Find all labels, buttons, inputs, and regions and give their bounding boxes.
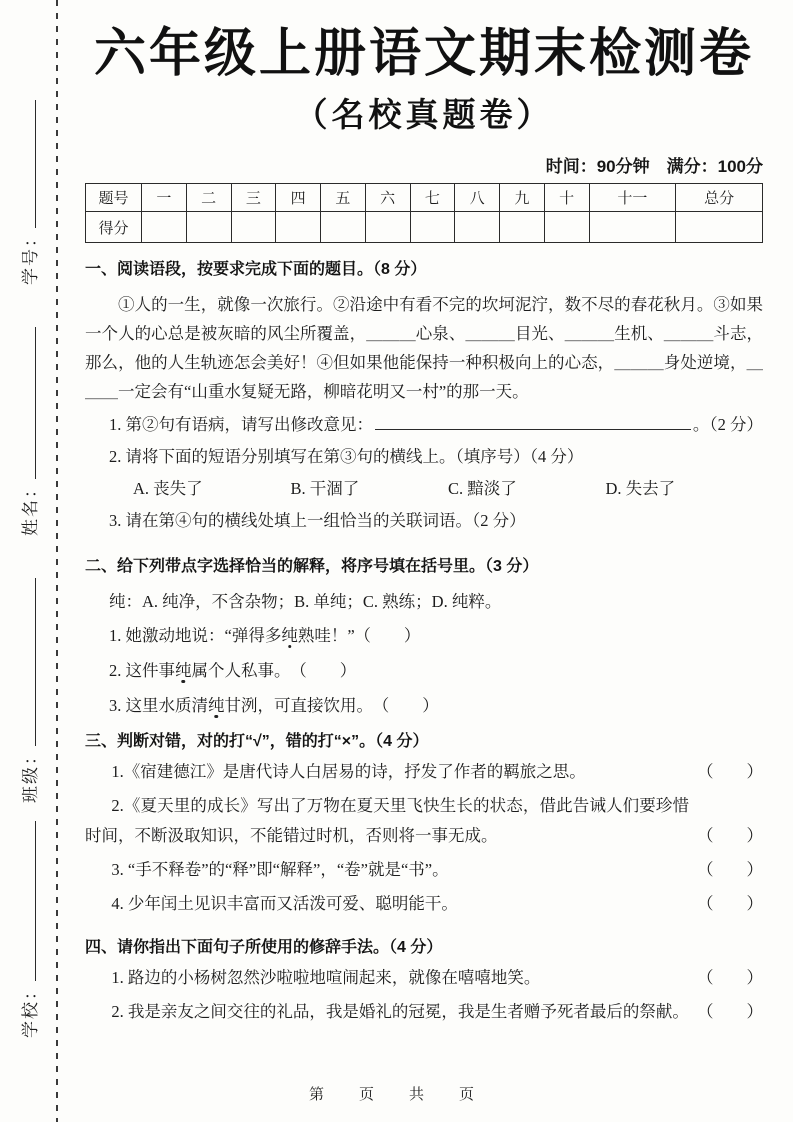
- school-label: 学校：: [20, 981, 40, 1038]
- option-d: D. 失去了: [605, 479, 676, 498]
- dotted-char: 纯: [175, 661, 192, 680]
- answer-bracket[interactable]: （ ）: [362, 626, 421, 645]
- section-2-item: [85, 656, 763, 686]
- rhetoric-item: [85, 997, 763, 1027]
- item-text: 1. 她激动地说：“弹得多: [109, 626, 282, 645]
- section-4-title: 四、请你指出下面句子所使用的修辞手法。（4 分）: [85, 939, 443, 956]
- score-header-cell: 题号: [86, 184, 142, 212]
- score-header-cell: 九: [500, 184, 545, 212]
- score-header-cell: 十一: [589, 184, 676, 212]
- judge-item: [85, 757, 763, 787]
- score-header-cell: 十: [544, 184, 589, 212]
- score-table-header-row: [86, 184, 763, 212]
- section-2-item: [85, 691, 763, 721]
- score-table: [85, 183, 763, 243]
- score-header-cell: 五: [321, 184, 366, 212]
- item-text: 3. “手不释卷”的“释”即“解释”，“卷”就是“书”。: [111, 860, 449, 879]
- item-text: 甘洌，可直接饮用。: [224, 696, 373, 715]
- gloss-line: 纯：A. 纯净，不含杂物；B. 单纯；C. 熟练；D. 纯粹。: [109, 592, 502, 611]
- dotted-char: 纯: [208, 696, 225, 715]
- judge-item: [85, 855, 763, 885]
- score-header-cell: 六: [365, 184, 410, 212]
- student-id-label: 学号：: [20, 228, 40, 285]
- dashed-cut-line: [56, 0, 58, 1122]
- item-text: 属个人私事。: [191, 661, 291, 680]
- section-1-q1: [85, 411, 763, 438]
- answer-bracket[interactable]: （ ）: [381, 696, 439, 715]
- section-2: [85, 556, 763, 721]
- reading-passage: ①人的一生，就像一次旅行。②沿途中有看不完的坎坷泥泞，数不尽的春花秋月。③如果一个人的心总是被灰暗的风尘所覆盖，＿＿＿心泉、＿＿＿目光、＿＿＿生机、＿＿＿斗志，那么，他的人生轨迹怎会美好！④但如果他能保持一种积极向上的心态，＿＿＿身处逆境，＿＿＿一定会有“山重水复疑无路，柳暗花明又一村”的那一天。: [85, 295, 763, 401]
- time-score-info: 时间：90分钟 满分：100分: [545, 157, 763, 176]
- item-text: 2. 我是亲友之间交往的礼品，我是婚礼的冠冕，我是生者赠予死者最后的祭献。: [111, 1002, 689, 1021]
- score-cell[interactable]: [676, 212, 763, 243]
- item-text: 3. 这里水质清: [109, 696, 208, 715]
- school-field: [16, 821, 41, 1038]
- student-info-strip: [0, 0, 56, 1122]
- section-2-title: 二、给下列带点字选择恰当的解释，将序号填在括号里。（3 分）: [85, 558, 539, 575]
- score-cell[interactable]: [410, 212, 455, 243]
- judge-item: [85, 791, 763, 851]
- q1-text: 1. 第②句有语病，请写出修改意见：: [109, 415, 373, 434]
- page-subtitle: （名校真题卷）: [294, 96, 554, 133]
- score-cell[interactable]: [455, 212, 500, 243]
- paper-content: [85, 0, 763, 1027]
- item-text: 4. 少年闰土见识丰富而又活泼可爱、聪明能干。: [111, 894, 458, 913]
- q1-points: 。（2 分）: [692, 415, 763, 434]
- section-2-item: [85, 621, 763, 651]
- name-field: [16, 327, 41, 536]
- dotted-char: 纯: [281, 626, 298, 645]
- section-4: [85, 937, 763, 1027]
- score-header-cell: 三: [231, 184, 276, 212]
- section-1-q2: 2. 请将下面的短语分别填写在第③句的横线上。（填序号）（4 分）: [109, 447, 584, 466]
- section-3: [85, 731, 763, 919]
- page-footer: 第 页 共 页: [308, 1086, 484, 1103]
- section-1: [85, 259, 763, 534]
- rhetoric-item: [85, 963, 763, 993]
- school-fill-line[interactable]: [18, 821, 36, 981]
- score-table-score-row: [86, 212, 763, 243]
- score-cell[interactable]: [142, 212, 187, 243]
- score-header-cell: 二: [186, 184, 231, 212]
- option-b: B. 干涸了: [290, 479, 360, 498]
- item-text: 2.《夏天里的成长》写出了万物在夏天里飞快生长的状态，借此告诫人们要珍惜时间，不断汲取知识，不能错过时机，否则将一事无成。: [85, 796, 689, 845]
- score-header-cell: 四: [276, 184, 321, 212]
- score-cell[interactable]: [231, 212, 276, 243]
- answer-bracket[interactable]: （ ）: [697, 762, 763, 781]
- page-title: 六年级上册语文期末检测卷: [93, 25, 754, 83]
- item-text: 熟哇！”: [297, 626, 355, 645]
- score-header-cell: 七: [410, 184, 455, 212]
- score-cell[interactable]: [500, 212, 545, 243]
- score-cell[interactable]: [276, 212, 321, 243]
- q1-answer-blank[interactable]: [375, 414, 691, 431]
- item-text: 2. 这件事: [109, 661, 175, 680]
- name-fill-line[interactable]: [18, 327, 36, 479]
- class-fill-line[interactable]: [18, 578, 36, 746]
- score-header-cell: 一: [142, 184, 187, 212]
- score-header-cell: 八: [455, 184, 500, 212]
- judge-item: [85, 889, 763, 919]
- section-1-title: 一、阅读语段，按要求完成下面的题目。（8 分）: [85, 261, 427, 278]
- score-cell[interactable]: [589, 212, 676, 243]
- class-label: 班级：: [20, 746, 40, 803]
- student-id-field: [16, 100, 41, 285]
- score-header-cell: 总分: [676, 184, 763, 212]
- answer-bracket[interactable]: （ ）: [697, 968, 763, 987]
- section-3-title: 三、判断对错，对的打“√”，错的打“×”。（4 分）: [85, 733, 429, 750]
- option-c: C. 黯淡了: [448, 479, 517, 498]
- answer-bracket[interactable]: （ ）: [697, 860, 763, 879]
- answer-bracket[interactable]: （ ）: [697, 894, 763, 913]
- name-label: 姓名：: [20, 479, 40, 536]
- score-cell[interactable]: [186, 212, 231, 243]
- option-a: A. 丧失了: [133, 479, 203, 498]
- score-row-label: 得分: [86, 212, 142, 243]
- item-text: 1.《宿建德江》是唐代诗人白居易的诗，抒发了作者的羁旅之思。: [111, 762, 586, 781]
- section-1-q3: 3. 请在第④句的横线处填上一组恰当的关联词语。（2 分）: [109, 511, 526, 530]
- score-cell[interactable]: [321, 212, 366, 243]
- answer-bracket[interactable]: （ ）: [697, 1002, 763, 1021]
- q2-options: [85, 475, 763, 502]
- student-id-fill-line[interactable]: [18, 100, 36, 228]
- item-text: 1. 路边的小杨树忽然沙啦啦地喧闹起来，就像在嘻嘻地笑。: [111, 968, 541, 987]
- score-cell[interactable]: [544, 212, 589, 243]
- class-field: [16, 578, 41, 803]
- score-cell[interactable]: [365, 212, 410, 243]
- answer-bracket[interactable]: （ ）: [298, 661, 357, 680]
- answer-bracket[interactable]: （ ）: [697, 826, 763, 845]
